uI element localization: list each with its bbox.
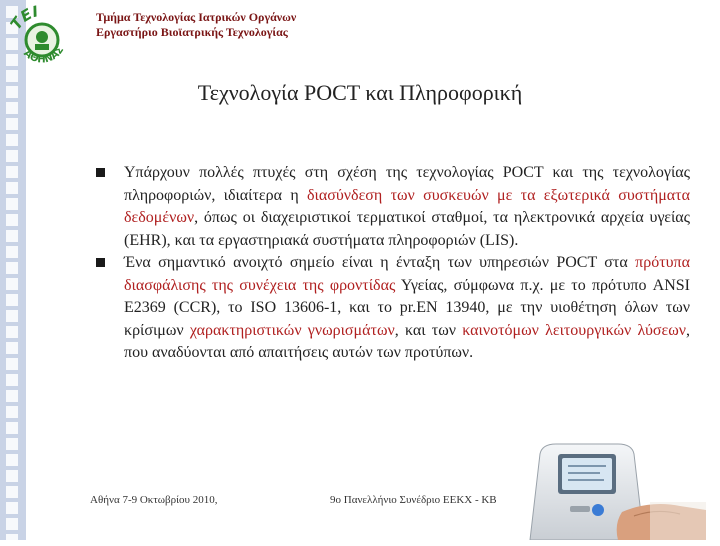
strip-square — [6, 182, 18, 194]
strip-square — [6, 278, 18, 290]
strip-square — [6, 358, 18, 370]
strip-square — [6, 406, 18, 418]
bullet-text-part: Υπάρχουν πολλές πτυχές στη σχέση της τεχνολογίας POCT και της τεχνολογίας πληροφοριών, ιδιαίτερα η — [124, 164, 690, 204]
strip-square — [6, 118, 18, 130]
strip-square — [6, 166, 18, 178]
strip-square — [6, 134, 18, 146]
highlighted-text: καινοτόμων λειτουργικών λύσεων — [462, 321, 687, 339]
strip-square — [6, 262, 18, 274]
strip-square — [6, 534, 18, 546]
strip-square — [6, 470, 18, 482]
strip-square — [6, 230, 18, 242]
strip-square — [6, 422, 18, 434]
strip-square — [6, 518, 18, 530]
strip-square — [6, 374, 18, 386]
highlighted-text: πρότυπα διασφάλισης της συνέχεια της φροντίδας — [124, 254, 690, 294]
department-name: Τμήμα Τεχνολογίας Ιατρικών Οργάνων — [96, 10, 297, 24]
highlighted-text: διασύνδεση των συσκευών με τα εξωτερικά συστήματα δεδομένων — [124, 186, 690, 226]
strip-square — [6, 246, 18, 258]
bullet-text-part: , που αναδύονται από απαιτήσεις αυτών των προτύπων. — [124, 321, 691, 361]
strip-square — [6, 342, 18, 354]
strip-square — [6, 502, 18, 514]
bullet-text-part: Υγείας, σύμφωνα π.χ. με το πρότυπο ANSI E2369 (CCR), το ISO 13606-1, και το pr.EN 13940, με την υιοθέτηση όλων των κρίσιμων — [124, 276, 691, 339]
header-organization — [96, 10, 296, 40]
slide-title: Τεχνολογία POCT και Πληροφορική — [197, 80, 523, 105]
strip-square — [6, 150, 18, 162]
strip-square — [6, 486, 18, 498]
strip-square — [6, 326, 18, 338]
lab-name: Εργαστήριο Βιοϊατρικής Τεχνολογίας — [96, 25, 288, 39]
poct-device-photo — [510, 440, 706, 540]
bullet-item — [96, 252, 690, 365]
bullet-text-part: , όπως οι διαχειριστικοί τερματικοί σταθμοί, τα ηλεκτρονικά αρχεία υγείας (EHR), και τα εργαστηριακά συστήματα πληροφοριών (LIS). — [124, 209, 690, 249]
strip-square — [6, 310, 18, 322]
highlighted-text: χαρακτηριστικών γνωρισμάτων — [189, 321, 395, 339]
bullet-item — [96, 162, 690, 252]
strip-square — [6, 438, 18, 450]
square-bullet-icon — [96, 258, 105, 267]
footer-event: 9ο Πανελλήνιο Συνέδριο ΕΕΚΧ - ΚΒ — [330, 494, 497, 506]
svg-text:ΤΕΙ: ΤΕΙ — [6, 4, 40, 34]
svg-text:ΑΘΗΝΑΣ: ΑΘΗΝΑΣ — [21, 44, 67, 66]
square-bullet-icon — [96, 168, 105, 177]
strip-square — [6, 214, 18, 226]
bullet-text-part: , και των — [394, 321, 463, 339]
strip-square — [6, 198, 18, 210]
strip-square — [6, 390, 18, 402]
bullet-text-part: Ένα σημαντικό ανοιχτό σημείο είναι η ένταξη των υπηρεσιών POCT στα — [124, 254, 636, 271]
strip-square — [6, 294, 18, 306]
bullet-list — [96, 162, 690, 365]
tei-athens-logo — [6, 4, 78, 76]
footer-date: Αθήνα 7-9 Οκτωβρίου 2010, — [90, 494, 218, 506]
strip-square — [6, 454, 18, 466]
